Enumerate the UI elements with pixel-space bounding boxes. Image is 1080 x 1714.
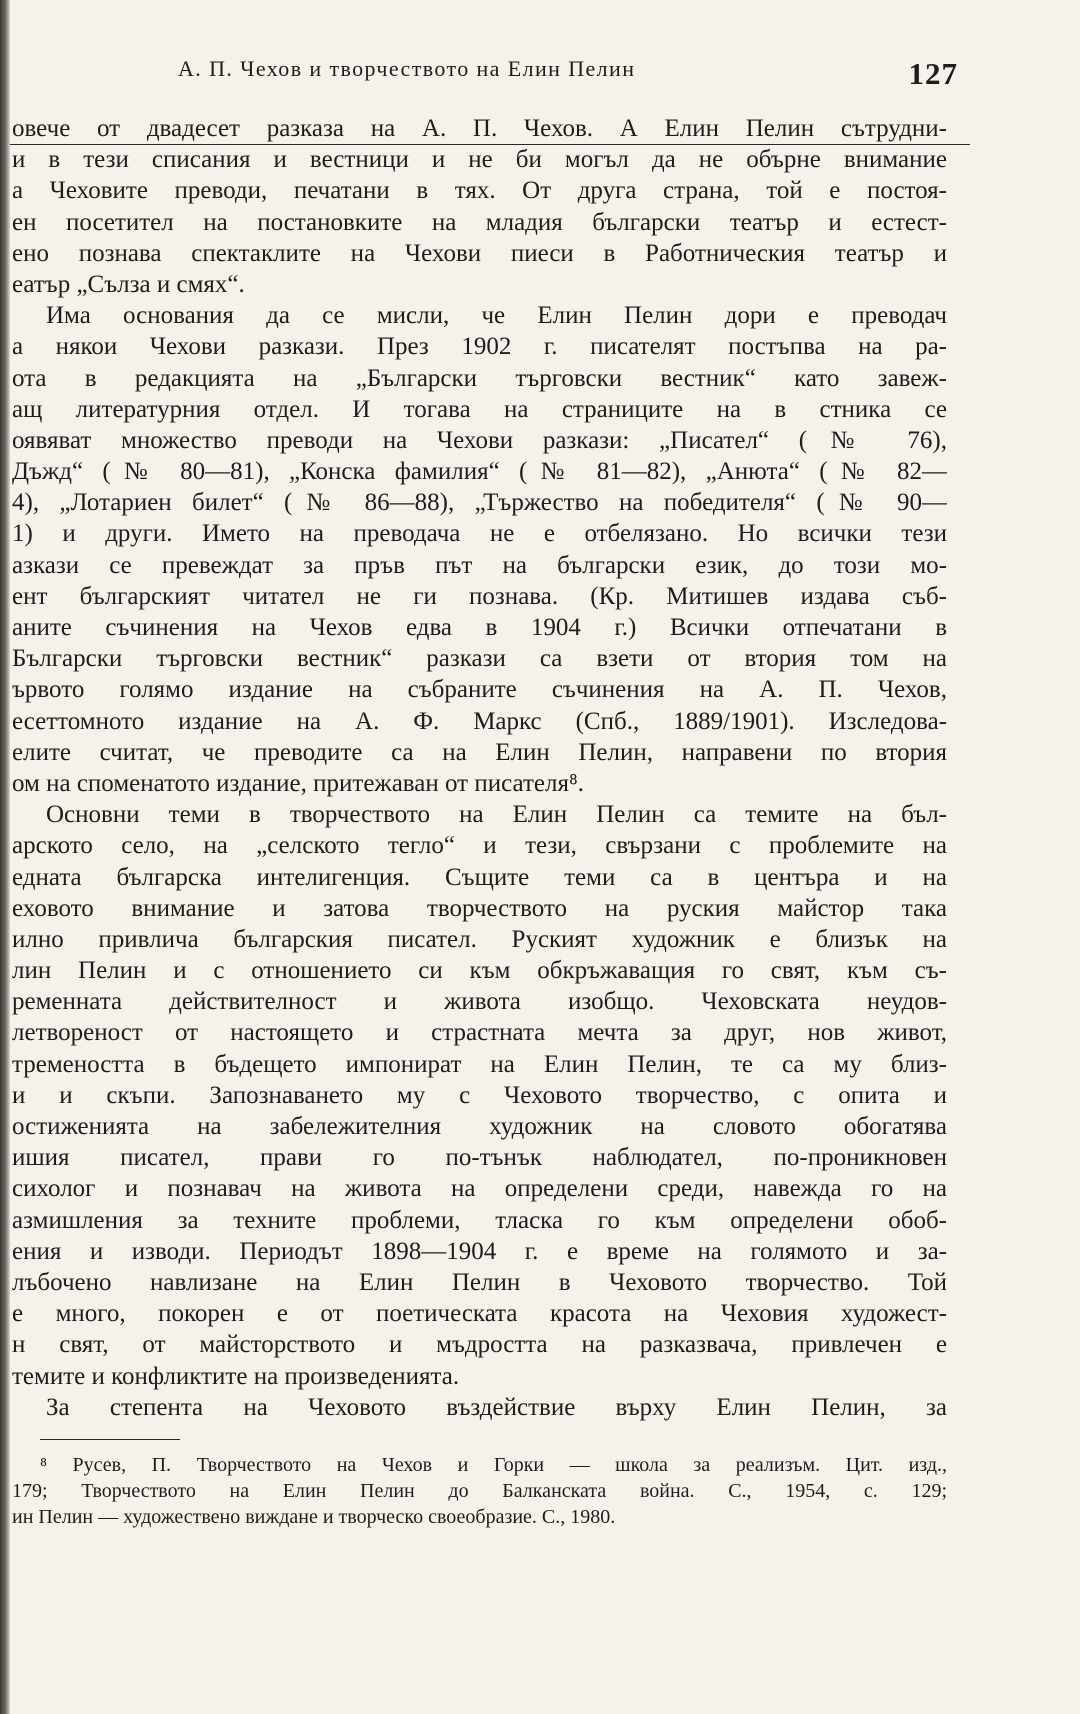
text-line: ървото голямо издание на събраните съчинения на А. П. Чехов, [12, 676, 947, 704]
text-line: сихолог и познавач на живота на определени среди, навежда го на [12, 1175, 947, 1203]
text-line: лин Пелин и с отношението си към обкръжаващия го свят, към съ- [12, 957, 947, 985]
text-line: ен посетител на постановките на младия български театър и естест- [12, 208, 947, 236]
text-line: азкази се превеждат за пръв път на български език, до този мо- [12, 551, 947, 579]
text-line: и в тези списания и вестници и не би могъл да не обърне внимание [12, 146, 947, 174]
text-line: ременната действителност и живота изобщо. Чеховската неудов- [12, 988, 947, 1016]
text-line: остиженията на забележителния художник на словото обогатява [12, 1113, 947, 1140]
text-line: а някои Чехови разкази. През 1902 г. писателят постъпва на ра- [12, 333, 947, 361]
text-line: азмишления за техните проблеми, тласка го към определени обоб- [12, 1206, 947, 1234]
footnotes [12, 1452, 947, 1530]
text-line: ота в редакцията на „Български търговски вестник“ като завеж- [12, 364, 947, 392]
text-line: 1) и други. Името на преводача не е отбелязано. Но всички тези [12, 520, 947, 548]
text-line: Основни теми в творчеството на Елин Пелин са темите на бъл- [46, 801, 947, 829]
text-line: еатър „Сълза и смях“. [12, 270, 245, 298]
text-line: лъбочено навлизане на Елин Пелин в Чеховото творчество. Той [12, 1268, 947, 1296]
text-line: ом на споменатото издание, притежаван от писателя⁸. [12, 769, 584, 797]
text-line: есеттомното издание на А. Ф. Маркс (Спб., 1889/1901). Изследова- [12, 707, 947, 735]
text-line: оявяват множество преводи на Чехови разкази: „Писател“ (№ 76), [12, 426, 947, 454]
footnote-line: 179; Творчеството на Елин Пелин до Балканската война. С., 1954, с. 129; [12, 1480, 947, 1502]
text-line: Има основания да се мисли, че Елин Пелин дори е преводач [46, 302, 947, 330]
text-line: темите и конфликтите на произведенията. [12, 1362, 460, 1390]
running-header [10, 52, 960, 96]
body-text [12, 113, 947, 1423]
footnote-rule [40, 1439, 180, 1440]
text-line: ения и изводи. Периодът 1898—1904 г. е време на голямото и за- [12, 1237, 947, 1265]
text-line: илно привлича българския писател. Руският художник е близък на [12, 925, 947, 953]
running-head-title: А. П. Чехов и творчеството на Елин Пелин [178, 56, 636, 81]
text-line: тремеността в бъдещето импонират на Елин Пелин, те са му близ- [12, 1050, 947, 1078]
text-line: ишия писател, прави го по-тънък наблюдател, по-проникновен [12, 1144, 947, 1172]
text-line: е много, покорен е от поетическата красота на Чеховия художест- [12, 1300, 947, 1328]
text-line: еховото внимание и затова творчеството на руския майстор така [12, 894, 947, 922]
page-number: 127 [908, 56, 958, 91]
text-line: ено познава спектаклите на Чехови пиеси в Работническия театър и [12, 239, 947, 267]
text-line: За степента на Чеховото въздействие върху Елин Пелин, за [46, 1393, 947, 1421]
text-line: н свят, от майсторството и мъдростта на разказвача, привлечен е [12, 1331, 947, 1359]
text-line: овече от двадесет разказа на А. П. Чехов. А Елин Пелин сътрудни- [12, 115, 947, 142]
text-line: аните съчинения на Чехов едва в 1904 г.) Всички отпечатани в [12, 614, 947, 641]
text-line: елите считат, че преводите са на Елин Пелин, направени по втория [12, 738, 947, 766]
text-line: Дъжд“ (№ 80—81), „Конска фамилия“ (№ 81—82), „Анюта“ (№ 82— [12, 458, 947, 486]
text-line: 4), „Лотариен билет“ (№ 86—88), „Тържество на победителя“ (№ 90— [12, 489, 947, 517]
footnote-line: ⁸ Русев, П. Творчеството на Чехов и Горки — школа за реализъм. Цит. изд., [40, 1454, 947, 1476]
footnote-line: ин Пелин — художествено виждане и творческо своеобразие. С., 1980. [12, 1506, 616, 1528]
text-line: Български търговски вестник“ разкази са взети от втория том на [12, 645, 947, 673]
text-line: едната българска интелигенция. Същите теми са в центъра и на [12, 863, 947, 891]
text-line: летвореност от настоящето и страстната мечта за друг, нов живот, [12, 1019, 947, 1047]
text-line: и и скъпи. Запознаването му с Чеховото творчество, с опита и [12, 1081, 947, 1109]
text-line: ащ литературния отдел. И тогава на страниците на в стника се [12, 395, 947, 423]
text-line: арското село, на „селското тегло“ и тези, свързани с проблемите на [12, 832, 947, 860]
text-line: ент българският читател не ги познава. (Кр. Митишев издава съб- [12, 582, 947, 610]
text-line: а Чеховите преводи, печатани в тях. От друга страна, той е постоя- [12, 177, 947, 205]
book-spine-shadow [0, 0, 10, 1714]
